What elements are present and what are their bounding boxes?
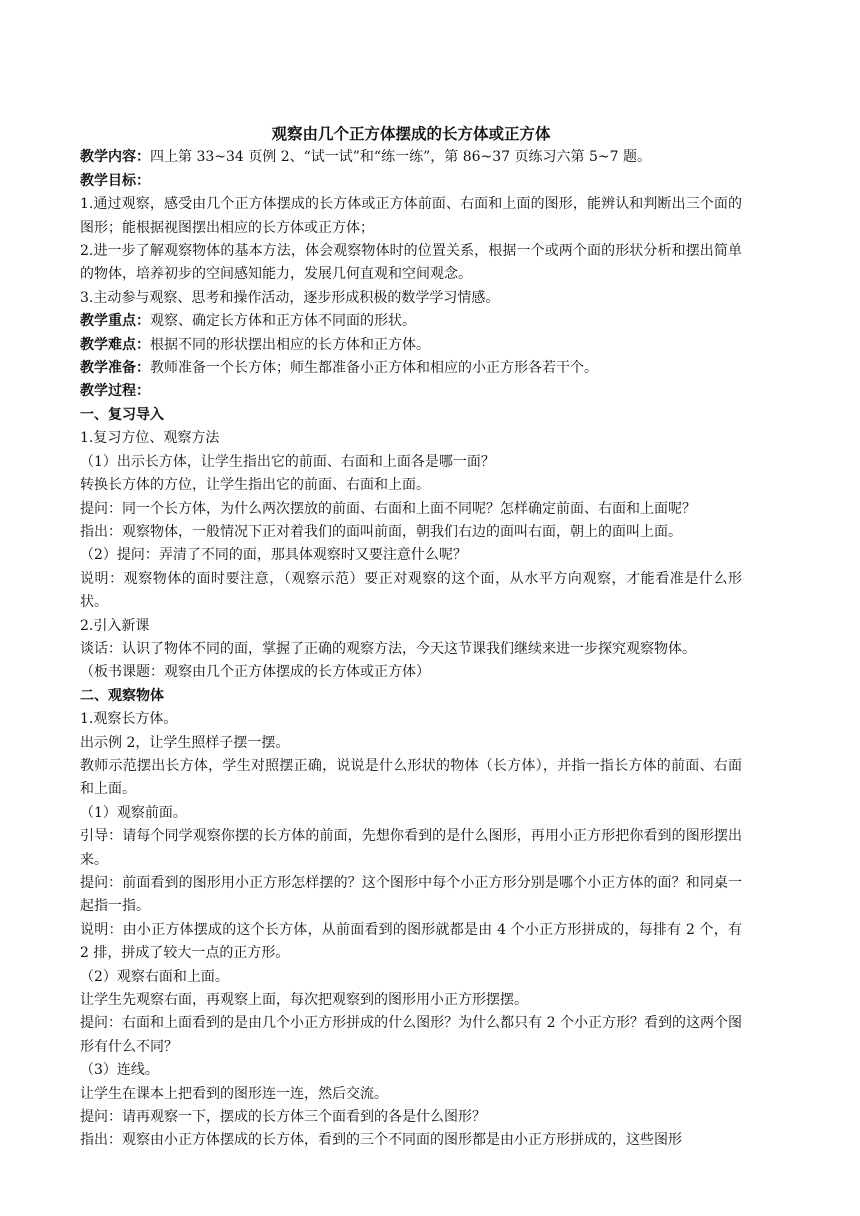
section1-heading: 一、复习导入	[80, 406, 164, 423]
document-body	[80, 123, 742, 1153]
section1-line: （1）出示长方体，让学生指出它的前面、右面和上面各是哪一面？	[80, 453, 495, 470]
teaching-content-label: 教学内容：	[80, 149, 150, 166]
difficulties-label: 教学难点：	[80, 336, 150, 353]
section2-line: 提问：请再观察一下，摆成的长方体三个面看到的各是什么图形？	[80, 1109, 486, 1126]
section2-line: 引导：请每个同学观察你摆的长方体的前面，先想你看到的是什么图形，再用小正方形把你看到的图形摆出来。	[80, 828, 742, 868]
section2-line: 出示例 2，让学生照样子摆一摆。	[80, 734, 290, 751]
key-points-paragraph	[80, 310, 742, 333]
section2-line: （2）观察右面和上面。	[80, 968, 229, 985]
teaching-content-text: 四上第 33~34 页例 2、“试一试”和“练一练”，第 86~37 页练习六第 5~7 题。	[150, 149, 651, 166]
process-label: 教学过程：	[80, 383, 150, 400]
goal-item-2: 2.进一步了解观察物体的基本方法，体会观察物体时的位置关系，根据一个或两个面的形状分析和摆出简单的物体，培养初步的空间感知能力，发展几何直观和空间观念。	[80, 243, 742, 283]
section2-line: 提问：右面和上面看到的是由几个小正方形拼成的什么图形？为什么都只有 2 个小正方形？看到的这两个图形有什么不同？	[80, 1015, 742, 1055]
section1-line: 说明：观察物体的面时要注意，（观察示范）要正对观察的这个面，从水平方向观察，才能看准是什么形状。	[80, 570, 742, 611]
section2-heading: 二、观察物体	[80, 687, 164, 704]
section2-line: 提问：前面看到的图形用小正方形怎样摆的？这个图形中每个小正方形分别是哪个小正方体的面？和同桌一起指一指。	[80, 875, 742, 915]
section2-line: 让学生先观察右面，再观察上面，每次把观察到的图形用小正方形摆摆。	[80, 992, 528, 1009]
section1-line: （2）提问：弄清了不同的面，那具体观察时又要注意什么呢？	[80, 547, 467, 564]
section2-line: （3）连线。	[80, 1062, 159, 1079]
section2-line: 教师示范摆出长方体，学生对照摆正确，说说是什么形状的物体（长方体），并指一指长方体的前面、右面和上面。	[80, 757, 742, 798]
section1-line: 谈话：认识了物体不同的面，掌握了正确的观察方法，今天这节课我们继续来进一步探究观察物体。	[80, 640, 696, 657]
goal-item-1: 1.通过观察，感受由几个正方体摆成的长方体或正方体前面、右面和上面的图形，能辨认和判断出三个面的图形；能根据视图摆出相应的长方体或正方体；	[80, 196, 742, 236]
section2-line: 1.观察长方体。	[80, 711, 178, 728]
preparation-label: 教学准备：	[80, 360, 150, 377]
preparation-paragraph	[80, 357, 742, 380]
key-points-label: 教学重点：	[80, 313, 150, 330]
key-points-text: 观察、确定长方体和正方体不同面的形状。	[150, 313, 416, 330]
section2-line: 指出：观察由小正方体摆成的长方体，看到的三个不同面的图形都是由小正方形拼成的，这些图形	[80, 1132, 682, 1149]
section1-line: 1.复习方位、观察方法	[80, 430, 220, 447]
teaching-goals-label: 教学目标：	[80, 172, 150, 189]
section2-line: 让学生在课本上把看到的图形连一连，然后交流。	[80, 1085, 388, 1102]
section1-line: 转换长方体的方位，让学生指出它的前面、右面和上面。	[80, 477, 430, 494]
section1-line: 提问：同一个长方体，为什么两次摆放的前面、右面和上面不同呢？怎样确定前面、右面和上面呢？	[80, 500, 696, 517]
document-title: 观察由几个正方体摆成的长方体或正方体	[271, 125, 551, 143]
section1-line: 指出：观察物体，一般情况下正对着我们的面叫前面，朝我们右边的面叫右面，朝上的面叫上面。	[80, 523, 682, 540]
difficulties-paragraph	[80, 334, 742, 357]
section2-line: （1）观察前面。	[80, 804, 187, 821]
section1-line: 2.引入新课	[80, 617, 150, 634]
section2-line: 说明：由小正方体摆成的这个长方体，从前面看到的图形就都是由 4 个小正方形拼成的，每排有 2 个，有 2 排，拼成了较大一点的正方形。	[80, 921, 742, 962]
goal-item-3: 3.主动参与观察、思考和操作活动，逐步形成积极的数学学习情感。	[80, 289, 500, 306]
difficulties-text: 根据不同的形状摆出相应的长方体和正方体。	[150, 336, 430, 353]
teaching-content-paragraph	[80, 146, 742, 169]
section1-line: （板书课题：观察由几个正方体摆成的长方体或正方体）	[80, 664, 430, 681]
preparation-text: 教师准备一个长方体；师生都准备小正方体和相应的小正方形各若干个。	[150, 360, 598, 377]
